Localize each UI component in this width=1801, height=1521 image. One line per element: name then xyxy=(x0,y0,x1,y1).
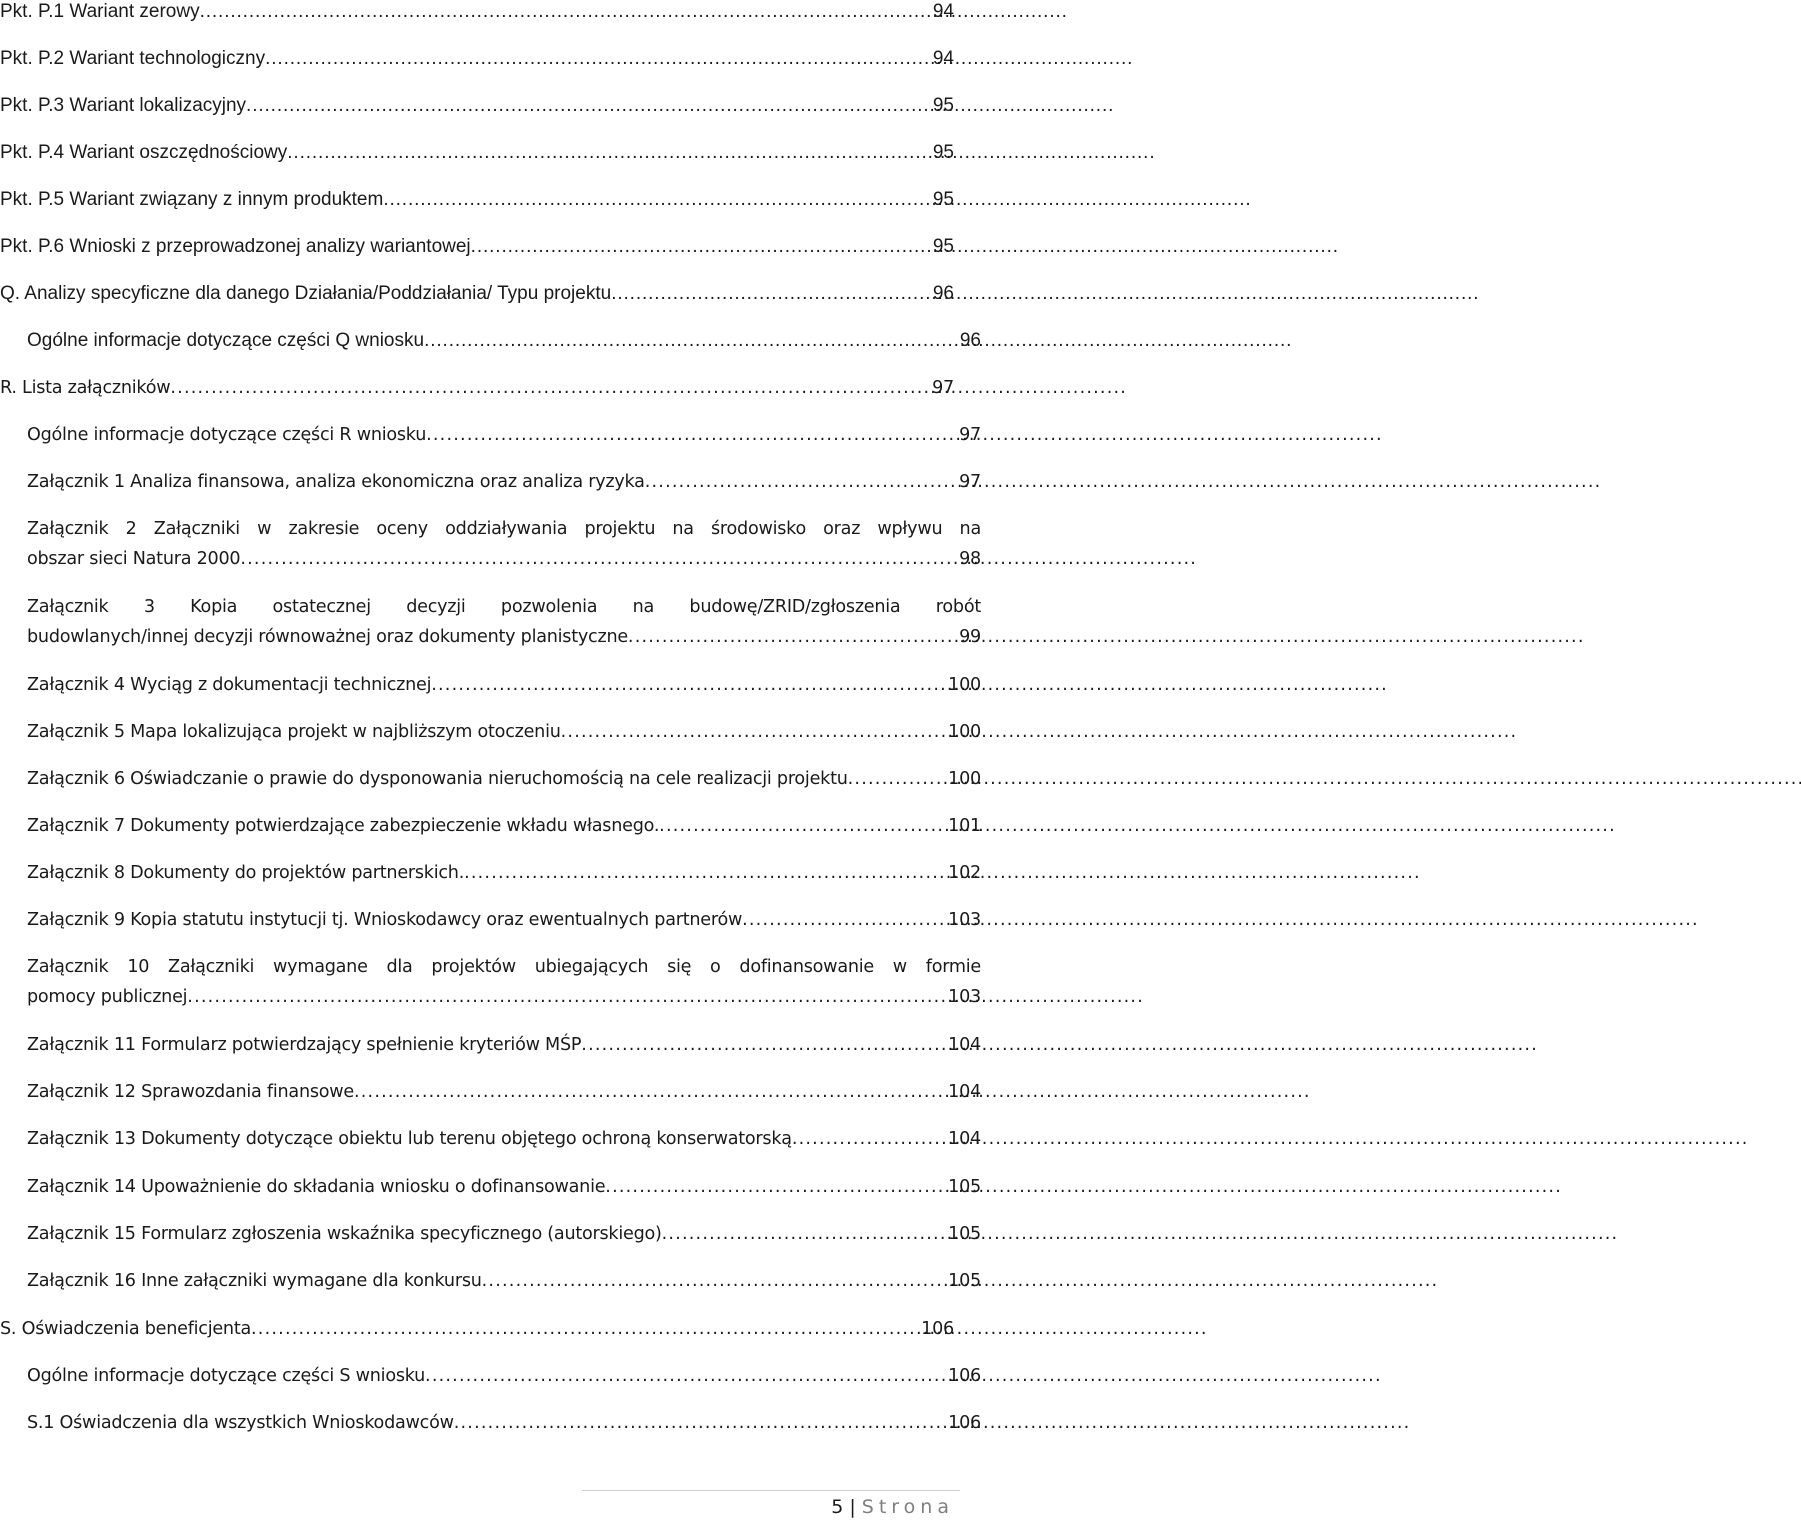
toc-page-number: 99 xyxy=(959,627,981,647)
toc-entry-title: Ogólne informacje dotyczące części S wniosku xyxy=(27,1366,426,1386)
toc-entry-title-line1: Załącznik 10 Załączniki wymagane dla projektów ubiegających się o dofinansowanie w formie xyxy=(27,957,981,977)
toc-entry[interactable] xyxy=(0,1219,981,1249)
toc-entry-title: Pkt. P.3 Wariant lokalizacyjny xyxy=(0,95,247,116)
toc-entry[interactable] xyxy=(0,279,954,309)
dot-leader xyxy=(581,1030,948,1060)
toc-entry[interactable] xyxy=(0,1408,981,1438)
dot-leader xyxy=(464,858,948,888)
toc-entry-title: Załącznik 12 Sprawozdania finansowe xyxy=(27,1082,354,1102)
toc-entry[interactable] xyxy=(0,138,954,168)
toc-page-number: 94 xyxy=(932,1,954,22)
toc-entry-title-line2: budowlanych/innej decyzji równoważnej oraz dokumenty planistyczne xyxy=(27,627,628,647)
toc-entry[interactable] xyxy=(0,1124,981,1154)
toc-entry-title: Załącznik 13 Dokumenty dotyczące obiektu lub terenu objętego ochroną konserwatorską xyxy=(27,1129,792,1149)
toc-entry-title: Załącznik 15 Formularz zgłoszenia wskaźnika specyficznego (autorskiego) xyxy=(27,1224,662,1244)
toc-page-number: 97 xyxy=(959,472,981,492)
toc-page-number: 100 xyxy=(948,769,981,789)
toc-entry-title: Pkt. P.1 Wariant zerowy xyxy=(0,1,200,22)
toc-page-number: 95 xyxy=(932,236,954,257)
toc-entry-title: Pkt. P.4 Wariant oszczędnościowy xyxy=(0,142,288,163)
toc-entry-title: Pkt. P.2 Wariant technologiczny xyxy=(0,48,266,69)
toc-entry-title: R. Lista załączników xyxy=(0,378,171,398)
toc-entry-title-line2: pomocy publicznej xyxy=(27,987,188,1007)
toc-entry-title: Q. Analizy specyficzne dla danego Działania/Poddziałania/ Typu projektu xyxy=(0,283,612,304)
toc-entry-title: Załącznik 11 Formularz potwierdzający spełnienie kryteriów MŚP xyxy=(27,1035,582,1055)
dot-leader xyxy=(605,1172,948,1202)
toc-entry-title: Załącznik 1 Analiza finansowa, analiza ekonomiczna oraz analiza ryzyka xyxy=(27,472,645,492)
dot-leader xyxy=(251,1314,921,1344)
toc-page-number: 103 xyxy=(948,910,981,930)
toc-page-number: 104 xyxy=(948,1129,981,1149)
toc-page-number: 104 xyxy=(948,1035,981,1055)
toc-entry[interactable] xyxy=(0,1314,954,1344)
toc-page-number: 104 xyxy=(948,1082,981,1102)
toc-entry-title-line2: obszar sieci Natura 2000 xyxy=(27,549,241,569)
footer-page-number: 5 xyxy=(831,1496,844,1518)
toc-entry-title: Załącznik 7 Dokumenty potwierdzające zabezpieczenie wkładu własnego. xyxy=(27,816,660,836)
footer-divider xyxy=(582,1490,960,1491)
toc-page-number: 106 xyxy=(921,1319,954,1339)
toc-entry[interactable] xyxy=(0,514,981,574)
dot-leader xyxy=(742,905,948,935)
toc-entry-title: Załącznik 4 Wyciąg z dokumentacji technicznej xyxy=(27,675,432,695)
toc-entry[interactable] xyxy=(0,1266,981,1296)
toc-entry[interactable] xyxy=(0,858,981,888)
dot-leader xyxy=(426,420,959,450)
toc-page-number: 106 xyxy=(948,1413,981,1433)
toc-entry-title-line1: Załącznik 3 Kopia ostatecznej decyzji pozwolenia na budowę/ZRID/zgłoszenia robót xyxy=(27,597,981,617)
toc-entry[interactable] xyxy=(0,0,954,27)
dot-leader xyxy=(659,811,948,841)
toc-page-number: 97 xyxy=(932,378,954,398)
toc-entry[interactable] xyxy=(0,905,981,935)
toc-entry[interactable] xyxy=(0,44,954,74)
toc-page-number: 100 xyxy=(948,675,981,695)
toc-page-number: 96 xyxy=(932,283,954,304)
toc-entry[interactable] xyxy=(0,952,981,1012)
dot-leader xyxy=(246,91,933,121)
toc-entry[interactable] xyxy=(0,467,981,497)
toc-entry[interactable] xyxy=(0,717,981,747)
toc-page-number: 95 xyxy=(932,142,954,163)
dot-leader xyxy=(471,232,933,262)
toc-entry-title: S.1 Oświadczenia dla wszystkich Wnioskodawców xyxy=(27,1413,454,1433)
toc-page-number: 100 xyxy=(948,722,981,742)
toc-page-number: 95 xyxy=(932,189,954,210)
toc-entry-title: Ogólne informacje dotyczące części Q wniosku xyxy=(27,330,425,351)
toc-entry[interactable] xyxy=(0,232,954,262)
toc-entry-title: Załącznik 16 Inne załączniki wymagane dla konkursu xyxy=(27,1271,482,1291)
toc-entry-title: Ogólne informacje dotyczące części R wniosku xyxy=(27,425,427,445)
toc-entry-title: S. Oświadczenia beneficjenta xyxy=(0,1319,252,1339)
toc-entry[interactable] xyxy=(0,764,981,794)
toc-entry[interactable] xyxy=(0,592,981,652)
toc-entry-title: Załącznik 14 Upoważnienie do składania wniosku o dofinansowanie xyxy=(27,1177,606,1197)
toc-page-number: 105 xyxy=(948,1177,981,1197)
toc-page-number: 94 xyxy=(932,48,954,69)
dot-leader xyxy=(561,717,949,747)
toc-entry[interactable] xyxy=(0,373,954,403)
dot-leader xyxy=(200,0,933,27)
page-footer xyxy=(831,1494,954,1520)
toc-entry[interactable] xyxy=(0,326,981,356)
toc-entry-title: Załącznik 5 Mapa lokalizująca projekt w najbliższym otoczeniu xyxy=(27,722,561,742)
toc-entry[interactable] xyxy=(0,1172,981,1202)
dot-leader xyxy=(454,1408,948,1438)
toc-page-number: 95 xyxy=(932,95,954,116)
toc-page-number: 96 xyxy=(959,330,981,351)
toc-entry[interactable] xyxy=(0,1361,981,1391)
dot-leader xyxy=(662,1219,949,1249)
footer-separator: | xyxy=(849,1496,856,1518)
dot-leader xyxy=(354,1077,948,1107)
toc-entry[interactable] xyxy=(0,91,954,121)
dot-leader xyxy=(170,373,932,403)
toc-page-number: 106 xyxy=(948,1366,981,1386)
dot-leader xyxy=(848,764,949,794)
toc-entry-title: Załącznik 9 Kopia statutu instytucji tj. Wnioskodawcy oraz ewentualnych partnerów xyxy=(27,910,743,930)
toc-entry-title: Pkt. P.6 Wnioski z przeprowadzonej analizy wariantowej xyxy=(0,236,471,257)
dot-leader xyxy=(287,138,933,168)
toc-entry[interactable] xyxy=(0,420,981,450)
toc-entry[interactable] xyxy=(0,1030,981,1060)
dot-leader xyxy=(431,670,948,700)
toc-entry[interactable] xyxy=(0,1077,981,1107)
toc-page-number: 101 xyxy=(948,816,981,836)
dot-leader xyxy=(792,1124,948,1154)
toc-entry-title-line1: Załącznik 2 Załączniki w zakresie oceny oddziaływania projektu na środowisko oraz wpływu na xyxy=(27,519,981,539)
toc-entry-title: Załącznik 6 Oświadczanie o prawie do dysponowania nieruchomością na cele realizacji projektu xyxy=(27,769,848,789)
toc-page-number: 105 xyxy=(948,1224,981,1244)
dot-leader xyxy=(482,1266,949,1296)
toc-page-number: 98 xyxy=(959,549,981,569)
dot-leader xyxy=(240,544,959,574)
toc-entry[interactable] xyxy=(0,811,981,841)
toc-page-number: 97 xyxy=(959,425,981,445)
toc-page-number: 102 xyxy=(948,863,981,883)
dot-leader xyxy=(265,44,933,74)
dot-leader xyxy=(628,622,959,652)
footer-label: Strona xyxy=(861,1496,954,1518)
dot-leader xyxy=(425,1361,948,1391)
toc-entry-title: Pkt. P.5 Wariant związany z innym produktem xyxy=(0,189,384,210)
toc-entry[interactable] xyxy=(0,670,981,700)
dot-leader xyxy=(424,326,960,356)
toc-page-number: 105 xyxy=(948,1271,981,1291)
dot-leader xyxy=(187,982,948,1012)
toc-entry-title: Załącznik 8 Dokumenty do projektów partnerskich. xyxy=(27,863,465,883)
toc-entry[interactable] xyxy=(0,185,954,215)
dot-leader xyxy=(645,467,959,497)
toc-page-number: 103 xyxy=(948,987,981,1007)
dot-leader xyxy=(611,279,933,309)
dot-leader xyxy=(383,185,933,215)
